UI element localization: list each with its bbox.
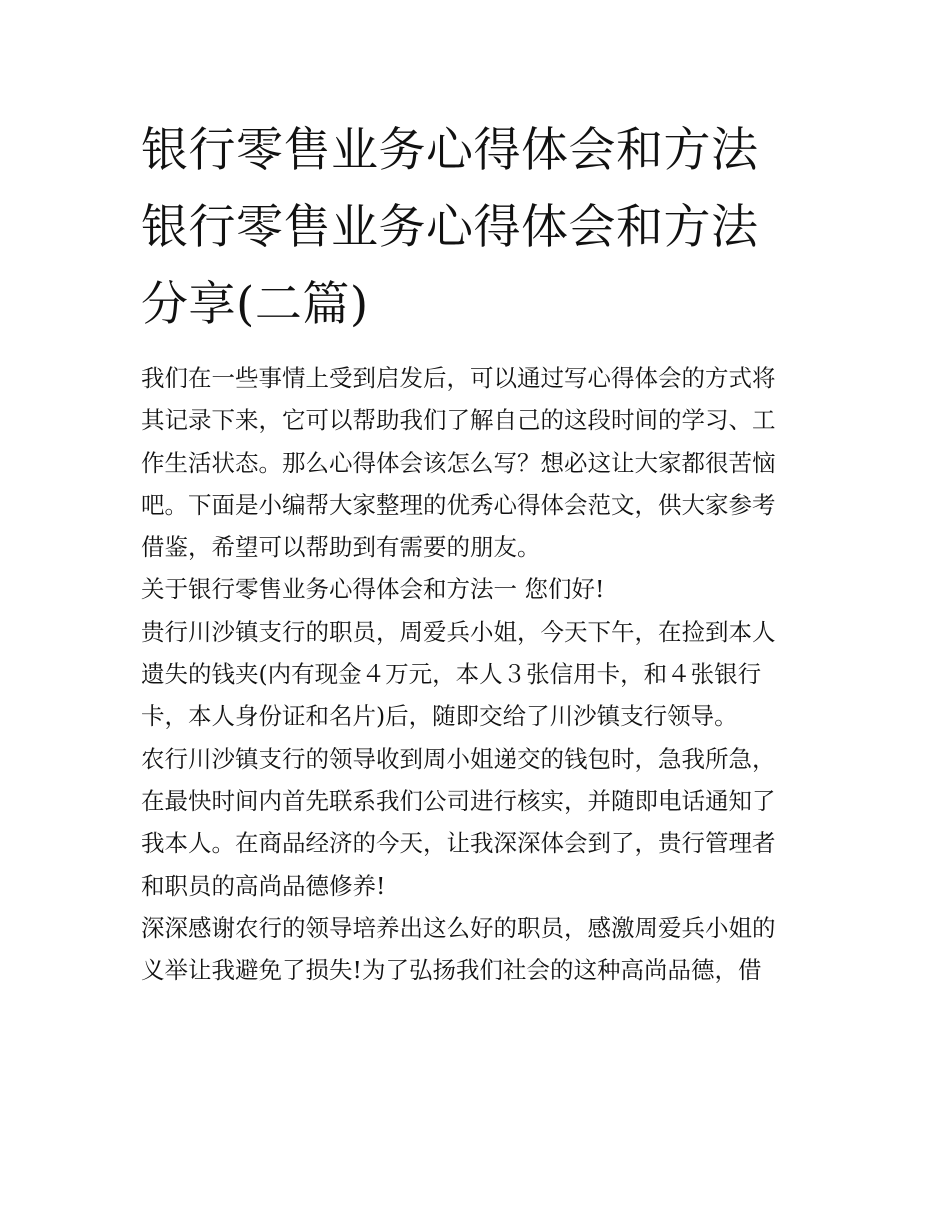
paragraph-intro — [141, 357, 813, 568]
title-line: 银行零售业务心得体会和方法 — [141, 123, 759, 178]
text-line: 卡，本人身份证和名片)后，随即交给了川沙镇支行领导。 — [141, 702, 738, 731]
text-line: 农行川沙镇支行的领导收到周小姐递交的钱包时，急我所急， — [141, 744, 776, 773]
document-body — [141, 357, 813, 991]
text-line: 我们在一些事情上受到启发后，可以通过写心得体会的方式将 — [141, 364, 776, 392]
text-line: 遗失的钱夹(内有现金４万元，本人３张信用卡，和４张银行 — [141, 660, 762, 689]
text-line: 和职员的高尚品德修养! — [141, 871, 386, 900]
text-line: 我本人。在商品经济的今天，让我深深体会到了，贵行管理者 — [141, 829, 776, 858]
text-line: 在最快时间内首先联系我们公司进行核实，并随即电话通知了 — [141, 786, 776, 815]
text-line: 关于银行零售业务心得体会和方法一 您们好! — [141, 575, 605, 604]
document-title — [141, 112, 813, 343]
title-line: 银行零售业务心得体会和方法 — [141, 200, 759, 255]
text-line: 借鉴，希望可以帮助到有需要的朋友。 — [141, 533, 541, 562]
text-line: 吧。下面是小编帮大家整理的优秀心得体会范文，供大家参考 — [141, 490, 776, 519]
paragraph-heading-one — [141, 568, 813, 610]
paragraph-leadership — [141, 738, 813, 907]
paragraph-thanks — [141, 907, 813, 992]
paragraph-employee — [141, 611, 813, 738]
text-line: 其记录下来，它可以帮助我们了解自己的这段时间的学习、工 — [141, 406, 776, 435]
text-line: 义举让我避免了损失!为了弘扬我们社会的这种高尚品德，借 — [141, 956, 762, 985]
text-line: 贵行川沙镇支行的职员，周爱兵小姐，今天下午，在捡到本人 — [141, 617, 776, 646]
text-line: 作生活状态。那么心得体会该怎么写？想必这让大家都很苦恼 — [141, 448, 776, 477]
document-page — [141, 112, 813, 991]
title-line: 分享(二篇) — [141, 277, 369, 332]
text-line: 深深感谢农行的领导培养出这么好的职员，感激周爱兵小姐的 — [141, 913, 776, 942]
